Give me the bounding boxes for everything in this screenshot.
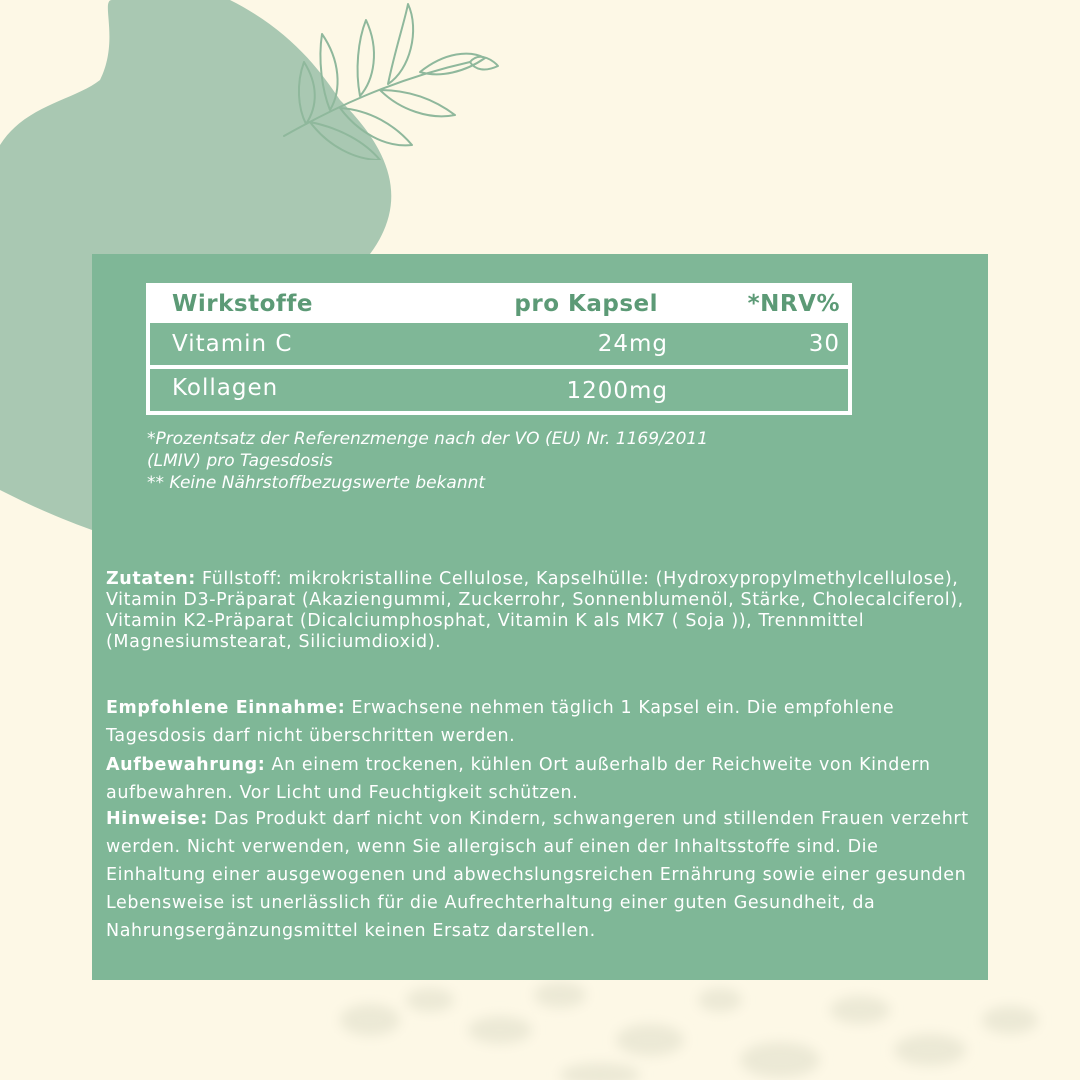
- footnotes: [147, 428, 807, 494]
- footnote-line: *Prozentsatz der Referenzmenge nach der VO (EU) Nr. 1169/2011: [147, 429, 709, 449]
- footnote-line: (LMIV) pro Tagesdosis: [147, 451, 333, 471]
- header-pro-kapsel: pro Kapsel: [514, 291, 658, 317]
- row-name: Kollagen: [172, 375, 279, 401]
- einnahme-label: Empfohlene Einnahme:: [106, 698, 346, 718]
- hinweise-section: [106, 805, 976, 945]
- row-name: Vitamin C: [172, 331, 293, 357]
- row-amount: 24mg: [597, 331, 668, 357]
- zutaten-text: Füllstoff: mikrokristalline Cellulose, Kapselhülle: (Hydroxypropylmethylcellulose), Vitamin D3-Präparat (Akaziengummi, Zuckerrohr, Sonnenblumenöl, Stärke, Cholecalciferol), Vitamin K2-Präparat (Dicalciumphosphat, Vitamin K als MK7 ( Soja )), Trennmittel (Magnesiumstearat, Siliciumdioxid).: [106, 569, 964, 652]
- einnahme-section: [106, 694, 976, 750]
- hinweise-label: Hinweise:: [106, 809, 208, 829]
- header-wirkstoffe: Wirkstoffe: [172, 291, 313, 317]
- einnahme-text: Erwachsene nehmen täglich 1 Kapsel ein. Die empfohlene Tagesdosis darf nicht überschritten werden.: [106, 698, 895, 746]
- table-row: [150, 323, 848, 365]
- zutaten-label: Zutaten:: [106, 569, 196, 589]
- zutaten-section: [106, 569, 976, 653]
- aufbewahrung-section: [106, 751, 976, 807]
- row-amount: 1200mg: [566, 378, 668, 404]
- footnote-line: ** Keine Nährstoffbezugswerte bekannt: [147, 473, 486, 493]
- hinweise-text: Das Produkt darf nicht von Kindern, schwangeren und stillenden Frauen verzehrt werden. Nicht verwenden, wenn Sie allergisch auf einen der Inhaltsstoffe sind. Die Einhaltung einer ausgewogenen und abwechslungsreichen Ernährung sowie einer gesunden Lebensweise ist unerlässlich für die Aufrechterhaltung einer guten Gesundheit, da Nahrungsergänzungsmittel keinen Ersatz darstellen.: [106, 809, 969, 941]
- row-nrv: 30: [808, 331, 840, 357]
- header-nrv: *NRV%: [747, 291, 840, 317]
- table-header: [150, 287, 848, 323]
- aufbewahrung-text: An einem trockenen, kühlen Ort außerhalb der Reichweite von Kindern aufbewahren. Vor Licht und Feuchtigkeit schützen.: [106, 755, 931, 803]
- nutrition-table: [146, 283, 852, 415]
- table-row: [150, 369, 848, 415]
- aufbewahrung-label: Aufbewahrung:: [106, 755, 266, 775]
- label-panel: [92, 254, 988, 980]
